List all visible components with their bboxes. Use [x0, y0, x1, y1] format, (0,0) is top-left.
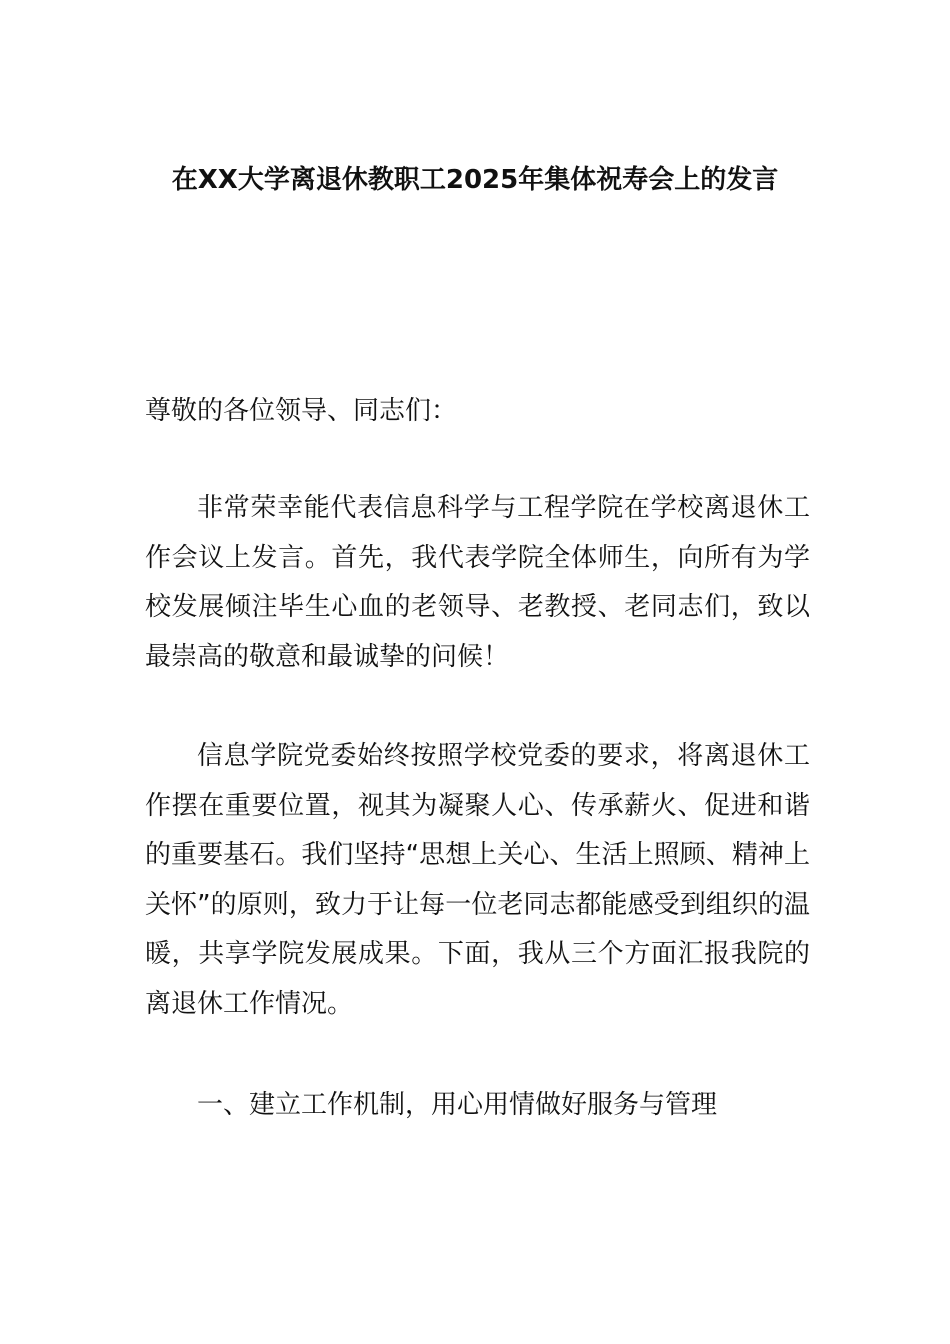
section-heading-1: 一、建立工作机制，用心用情做好服务与管理 — [197, 1090, 718, 1120]
paragraph-2: 信息学院党委始终按照学校党委的要求，将离退休工作摆在重要位置，视其为凝聚人心、传承薪火、促进和谐的重要基石。我们坚持“思想上关心、生活上照顾、精神上关怀”的原则，致力于让每一位老同志都能感受到组织的温暖，共享学院发展成果。下面，我从三个方面汇报我院的离退休工作情况。 — [145, 741, 810, 1019]
paragraph-1: 非常荣幸能代表信息科学与工程学院在学校离退休工作会议上发言。首先，我代表学院全体师生，向所有为学校发展倾注毕生心血的老领导、老教授、老同志们，致以最崇高的敬意和最诚挚的问候！ — [145, 493, 810, 672]
salutation: 尊敬的各位领导、同志们： — [145, 396, 458, 426]
document-title: 在XX大学离退休教职工2025年集体祝寿会上的发言 — [171, 165, 779, 195]
